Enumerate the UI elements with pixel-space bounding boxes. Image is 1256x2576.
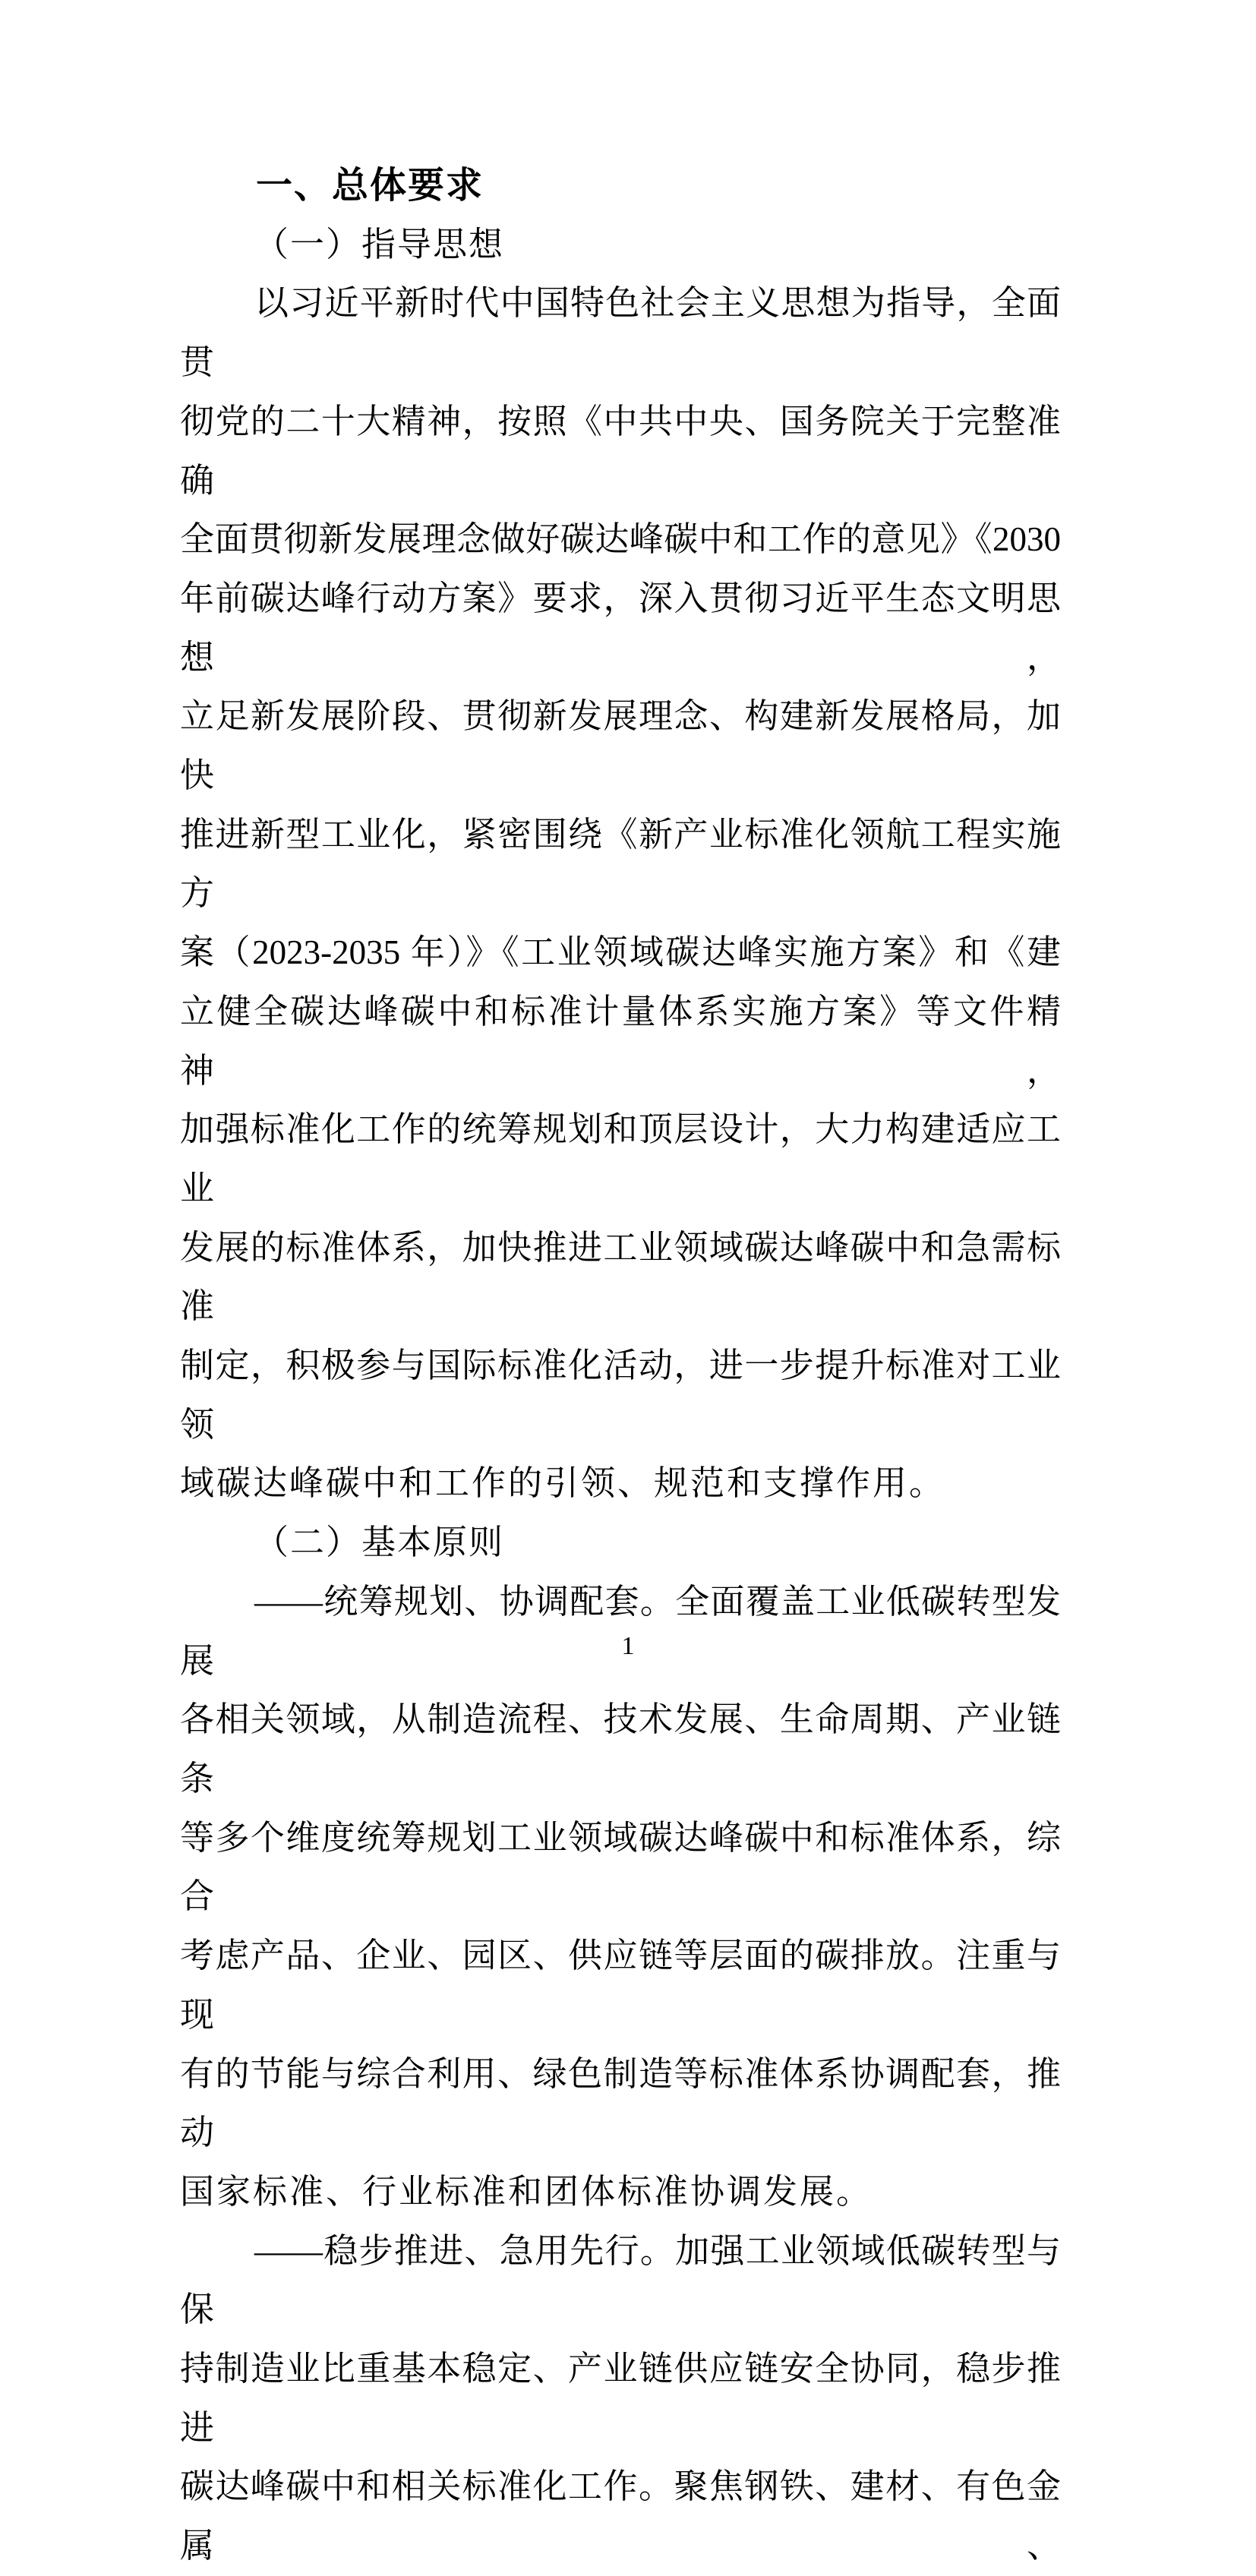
body-text-line: 考虑产品、企业、园区、供应链等层面的碳排放。注重与现 — [180, 1937, 1061, 2034]
body-text-line: 制定，积极参与国际标准化活动，进一步提升标准对工业领 — [180, 1346, 1061, 1444]
body-text-line: 域碳达峰碳中和工作的引领、规范和支撑作用。 — [180, 1464, 946, 1503]
body-text-line: ——稳步推进、急用先行。加强工业领域低碳转型与保 — [180, 2231, 1061, 2329]
body-text-line: 等多个维度统筹规划工业领域碳达峰碳中和标准体系，综合 — [180, 1818, 1061, 1916]
body-text-line: 碳达峰碳中和相关标准化工作。聚焦钢铁、建材、有色金属、 — [180, 2467, 1061, 2565]
body-text-line: 立足新发展阶段、贯彻新发展理念、构建新发展格局，加快 — [180, 697, 1061, 795]
subsection-heading: （一）指导思想 — [254, 225, 505, 264]
body-text-line: 以习近平新时代中国特色社会主义思想为指导，全面贯 — [180, 284, 1061, 382]
body-text-line: 案（2023-2035 年）》《工业领域碳达峰实施方案》和《建 — [180, 933, 1061, 972]
body-text-line: 国家标准、行业标准和团体标准协调发展。 — [180, 2172, 873, 2211]
body-text-line: 发展的标准体系，加快推进工业领域碳达峰碳中和急需标准 — [180, 1228, 1061, 1326]
body-text-line: 加强标准化工作的统筹规划和顶层设计，大力构建适应工业 — [180, 1110, 1061, 1208]
subsection-heading: （二）基本原则 — [254, 1523, 505, 1562]
paragraph — [180, 2222, 1061, 2576]
paragraph — [180, 1573, 1061, 2222]
body-text-line: 立健全碳达峰碳中和标准计量体系实施方案》等文件精神， — [180, 992, 1061, 1090]
body-text-line: 全面贯彻新发展理念做好碳达峰碳中和工作的意见》《2030 — [180, 520, 1061, 559]
body-text-line: 持制造业比重基本稳定、产业链供应链安全协同，稳步推进 — [180, 2350, 1061, 2447]
page-number: 1 — [621, 1632, 635, 1660]
body-text-line: 有的节能与综合利用、绿色制造等标准体系协调配套，推动 — [180, 2054, 1061, 2152]
body-text-line: 各相关领域，从制造流程、技术发展、生命周期、产业链条 — [180, 1700, 1061, 1798]
section-heading: 一、总体要求 — [256, 166, 484, 206]
body-text-line: 年前碳达峰行动方案》要求，深入贯彻习近平生态文明思想， — [180, 579, 1061, 677]
paragraph — [180, 274, 1061, 1514]
text-content — [180, 156, 1061, 2576]
body-text-line: 推进新型工业化，紧密围绕《新产业标准化领航工程实施方 — [180, 815, 1061, 913]
body-text-line: ——统筹规划、协调配套。全面覆盖工业低碳转型发展 — [180, 1582, 1061, 1680]
body-text-line: 彻党的二十大精神，按照《中共中央、国务院关于完整准确 — [180, 402, 1061, 500]
